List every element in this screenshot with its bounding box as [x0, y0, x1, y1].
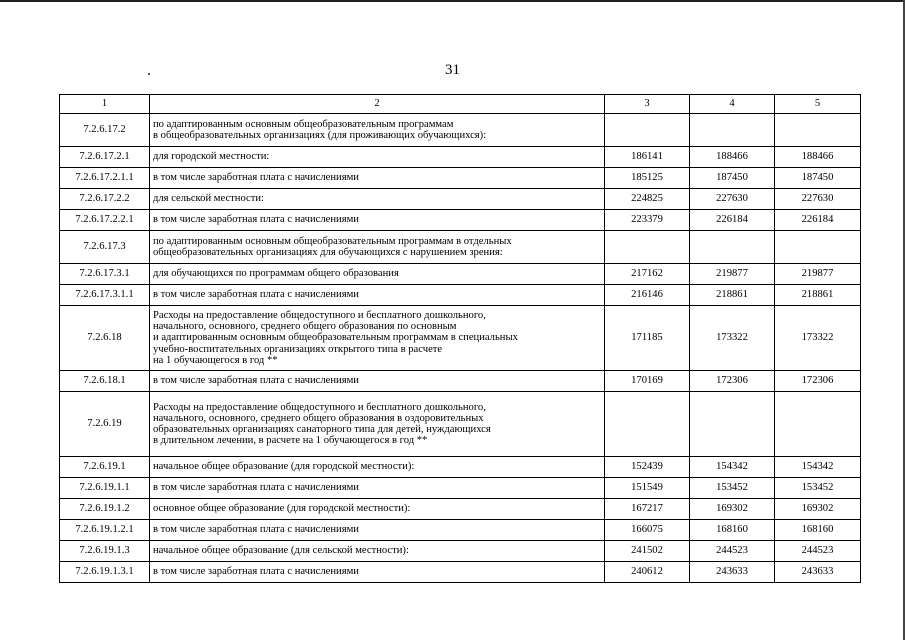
row-value-col5-cell: 226184	[775, 210, 861, 231]
row-value-col5-cell: 169302	[775, 499, 861, 520]
row-value-col3-cell: 224825	[605, 189, 690, 210]
row-value-col5-cell: 153452	[775, 478, 861, 499]
row-value-col4-cell: 154342	[690, 457, 775, 478]
row-value-col3-cell	[605, 231, 690, 264]
row-description-cell	[150, 457, 605, 478]
data-table	[59, 94, 861, 583]
row-value-col4-cell: 244523	[690, 541, 775, 562]
row-value-col4-cell: 219877	[690, 264, 775, 285]
header-cell-3: 3	[605, 95, 690, 114]
row-value-col4-cell: 227630	[690, 189, 775, 210]
header-cell-4: 4	[690, 95, 775, 114]
table-row	[60, 478, 861, 499]
row-value-col3-cell: 217162	[605, 264, 690, 285]
row-value-col3-cell: 240612	[605, 562, 690, 583]
row-value-col5-cell: 244523	[775, 541, 861, 562]
row-description-cell	[150, 499, 605, 520]
row-value-col3-cell: 241502	[605, 541, 690, 562]
table-row	[60, 392, 861, 457]
row-code-cell: 7.2.6.18.1	[60, 371, 150, 392]
row-value-col3-cell: 167217	[605, 499, 690, 520]
row-description-text: по адаптированным основным общеобразовательным программам в общеобразовательных организациях (для проживающих обучающихся):	[153, 118, 487, 141]
row-value-col3-cell: 170169	[605, 371, 690, 392]
header-cell-1: 1	[60, 95, 150, 114]
row-value-col4-cell: 226184	[690, 210, 775, 231]
row-value-col3-cell: 151549	[605, 478, 690, 499]
row-code-cell: 7.2.6.17.3.1	[60, 264, 150, 285]
row-description-text: в том числе заработная плата с начислениями	[153, 172, 359, 184]
row-value-col4-cell: 187450	[690, 168, 775, 189]
row-description-text: в том числе заработная плата с начислениями	[153, 214, 359, 226]
row-description-cell	[150, 392, 605, 457]
row-value-col4-cell	[690, 114, 775, 147]
row-description-cell	[150, 371, 605, 392]
table-row	[60, 147, 861, 168]
row-description-cell	[150, 231, 605, 264]
row-value-col5-cell: 172306	[775, 371, 861, 392]
row-code-cell: 7.2.6.19.1	[60, 457, 150, 478]
row-code-cell: 7.2.6.19.1.3	[60, 541, 150, 562]
row-code-cell: 7.2.6.17.2.2	[60, 189, 150, 210]
table-row	[60, 371, 861, 392]
row-value-col4-cell: 243633	[690, 562, 775, 583]
row-value-col5-cell: 187450	[775, 168, 861, 189]
row-code-cell: 7.2.6.17.3.1.1	[60, 285, 150, 306]
row-value-col3-cell	[605, 392, 690, 457]
row-code-cell: 7.2.6.19.1.2	[60, 499, 150, 520]
row-description-text: для городской местности:	[153, 151, 270, 163]
row-code-cell: 7.2.6.19.1.2.1	[60, 520, 150, 541]
row-description-cell	[150, 189, 605, 210]
row-value-col4-cell: 172306	[690, 371, 775, 392]
row-value-col4-cell: 173322	[690, 306, 775, 371]
row-value-col3-cell	[605, 114, 690, 147]
table-row	[60, 306, 861, 371]
table-row	[60, 520, 861, 541]
row-value-col5-cell: 168160	[775, 520, 861, 541]
row-description-cell	[150, 264, 605, 285]
row-description-cell	[150, 541, 605, 562]
row-code-cell: 7.2.6.18	[60, 306, 150, 371]
row-description-cell	[150, 478, 605, 499]
row-value-col5-cell: 154342	[775, 457, 861, 478]
row-description-cell	[150, 147, 605, 168]
table-row	[60, 541, 861, 562]
row-description-cell	[150, 520, 605, 541]
row-value-col4-cell	[690, 392, 775, 457]
row-code-cell: 7.2.6.17.2.1	[60, 147, 150, 168]
row-description-text: в том числе заработная плата с начислениями	[153, 289, 359, 301]
row-value-col5-cell: 243633	[775, 562, 861, 583]
row-value-col4-cell: 153452	[690, 478, 775, 499]
row-description-cell	[150, 210, 605, 231]
row-description-text: Расходы на предоставление общедоступного и бесплатного дошкольного, начального, основного, среднего общего образования по основным и адаптированным основным общеобразовательным программам в специальных учебно-воспитательных организациях открытого типа в расчете на 1 обучающегося в год **	[153, 309, 518, 366]
row-value-col5-cell	[775, 231, 861, 264]
row-code-cell: 7.2.6.19.1.1	[60, 478, 150, 499]
row-description-text: в том числе заработная плата с начислениями	[153, 375, 359, 387]
page-number: 31	[445, 62, 460, 78]
row-description-text: начальное общее образование (для сельской местности):	[153, 545, 409, 557]
row-value-col3-cell: 166075	[605, 520, 690, 541]
table-row	[60, 499, 861, 520]
row-value-col3-cell: 185125	[605, 168, 690, 189]
table-row	[60, 285, 861, 306]
row-value-col3-cell: 171185	[605, 306, 690, 371]
row-value-col3-cell: 186141	[605, 147, 690, 168]
table-row	[60, 457, 861, 478]
table-row	[60, 189, 861, 210]
table-header-row	[60, 95, 861, 114]
row-description-text: начальное общее образование (для городской местности):	[153, 461, 415, 473]
row-value-col5-cell: 188466	[775, 147, 861, 168]
header-cell-2: 2	[150, 95, 605, 114]
row-description-text: для обучающихся по программам общего образования	[153, 268, 399, 280]
row-value-col4-cell	[690, 231, 775, 264]
row-value-col4-cell: 188466	[690, 147, 775, 168]
table-row	[60, 562, 861, 583]
row-description-text: в том числе заработная плата с начислениями	[153, 524, 359, 536]
table-row	[60, 210, 861, 231]
row-description-cell	[150, 114, 605, 147]
table-row	[60, 264, 861, 285]
row-description-text: в том числе заработная плата с начислениями	[153, 482, 359, 494]
row-code-cell: 7.2.6.17.2.2.1	[60, 210, 150, 231]
row-value-col3-cell: 216146	[605, 285, 690, 306]
row-value-col3-cell: 223379	[605, 210, 690, 231]
row-description-text: для сельской местности:	[153, 193, 264, 205]
row-code-cell: 7.2.6.19.1.3.1	[60, 562, 150, 583]
row-description-cell	[150, 168, 605, 189]
table-row	[60, 114, 861, 147]
row-code-cell: 7.2.6.19	[60, 392, 150, 457]
row-value-col5-cell	[775, 392, 861, 457]
row-value-col5-cell: 218861	[775, 285, 861, 306]
row-code-cell: 7.2.6.17.3	[60, 231, 150, 264]
header-cell-5: 5	[775, 95, 861, 114]
table-body	[60, 114, 861, 583]
row-value-col4-cell: 169302	[690, 499, 775, 520]
row-value-col3-cell: 152439	[605, 457, 690, 478]
row-value-col5-cell	[775, 114, 861, 147]
row-description-text: Расходы на предоставление общедоступного и бесплатного дошкольного, начального, основного, среднего общего образования в оздоровительных образовательных организациях санаторного типа для детей, нуждающихся в длительном лечении, в расчете на 1 обучающегося в год **	[153, 401, 491, 447]
scan-edge-top	[0, 0, 905, 2]
row-description-text: в том числе заработная плата с начислениями	[153, 566, 359, 578]
row-description-text: основное общее образование (для городской местности):	[153, 503, 411, 515]
row-value-col5-cell: 173322	[775, 306, 861, 371]
row-value-col4-cell: 218861	[690, 285, 775, 306]
row-value-col4-cell: 168160	[690, 520, 775, 541]
row-value-col5-cell: 227630	[775, 189, 861, 210]
row-description-text: по адаптированным основным общеобразовательным программам в отдельных общеобразовательных организациях для обучающихся с нарушением зрения:	[153, 235, 512, 258]
row-description-cell	[150, 562, 605, 583]
row-description-cell	[150, 306, 605, 371]
row-code-cell: 7.2.6.17.2.1.1	[60, 168, 150, 189]
row-code-cell: 7.2.6.17.2	[60, 114, 150, 147]
row-description-cell	[150, 285, 605, 306]
row-value-col5-cell: 219877	[775, 264, 861, 285]
table-row	[60, 231, 861, 264]
table-row	[60, 168, 861, 189]
